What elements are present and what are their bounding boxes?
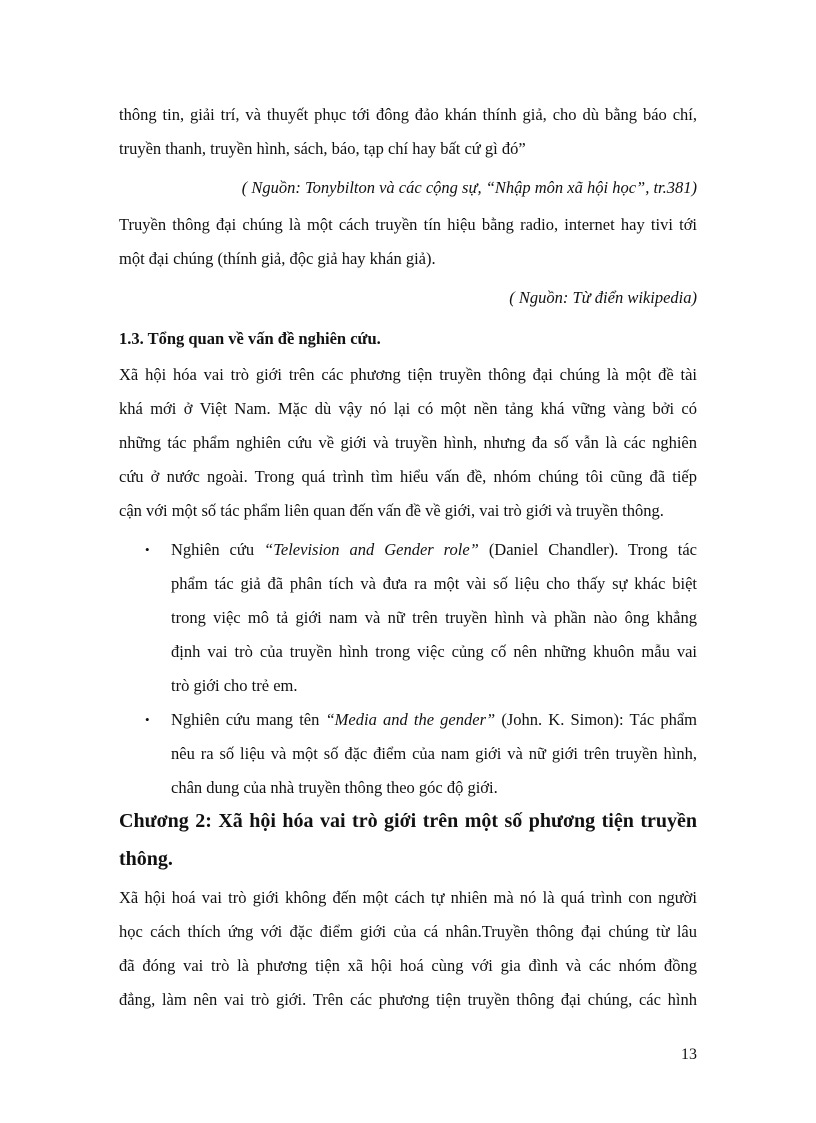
text-line: định vai trò của truyền hình trong việc củng cố nên những khuôn mẫu vai [171, 642, 697, 661]
text-line: Xã hội hóa vai trò giới trên các phương tiện truyền thông đại chúng là một đề tài [119, 365, 697, 384]
study-title: “Television and Gender role” [264, 540, 479, 559]
chapter-heading-line: thông. [119, 848, 173, 870]
bullet-icon: • [145, 542, 150, 557]
text-line: cứu ở nước ngoài. Trong quá trình tìm hiểu vấn đề, nhóm chúng tôi cũng đã tiếp [119, 467, 697, 486]
text-line: trò giới cho trẻ em. [171, 676, 298, 695]
text-line [171, 533, 697, 567]
text-line: nêu ra số liệu và một số đặc điểm của nam giới và nữ giới trên truyền hình, [171, 744, 697, 763]
page-number: 13 [681, 1046, 697, 1063]
chapter-heading-line: Chương 2: Xã hội hóa vai trò giới trên một số phương tiện truyền [119, 810, 697, 832]
text-line: phẩm tác giả đã phân tích và đưa ra một vài số liệu cho thấy sự khác biệt [171, 574, 697, 593]
text-span: (Daniel Chandler). Trong tác [478, 540, 697, 559]
text-line: thông tin, giải trí, và thuyết phục tới đông đảo khán thính giả, cho dù bằng báo chí, [119, 105, 697, 124]
list-item [171, 533, 697, 703]
text-line: trong việc mô tả giới nam và nữ trên truyền hình và phần nào ông khẳng [171, 608, 697, 627]
text-line: đẳng, làm nên vai trò giới. Trên các phương tiện truyền thông đại chúng, các hình [119, 990, 697, 1009]
text-span: Nghiên cứu mang tên [171, 710, 326, 729]
text-line: Xã hội hoá vai trò giới không đến một cách tự nhiên mà nó là quá trình con người [119, 888, 697, 907]
text-line: đã đóng vai trò là phương tiện xã hội hoá cùng với gia đình và các nhóm đồng [119, 956, 697, 975]
text-line: khá mới ở Việt Nam. Mặc dù vậy nó lại có một nền tảng khá vững vàng bởi có [119, 399, 697, 418]
section-heading: 1.3. Tổng quan về vấn đề nghiên cứu. [119, 329, 381, 348]
paragraph-research-overview [119, 358, 697, 528]
bullet-icon: • [145, 712, 150, 727]
paragraph-mass-media-definition [119, 208, 697, 276]
text-line: một đại chúng (thính giả, độc giả hay khán giả). [119, 249, 436, 268]
text-line: học cách thích ứng với đặc điểm giới của cá nhân.Truyền thông đại chúng từ lâu [119, 922, 697, 941]
text-line: những tác phẩm nghiên cứu về giới và truyền hình, nhưng đa số vẫn là các nghiên [119, 433, 697, 452]
text-line: cận với một số tác phẩm liên quan đến vấn đề về giới, vai trò giới và truyền thông. [119, 501, 664, 520]
chapter-heading [119, 802, 697, 878]
text-line: Truyền thông đại chúng là một cách truyền tín hiệu bằng radio, internet hay tivi tới [119, 215, 697, 234]
text-span: Nghiên cứu [171, 540, 265, 559]
source-citation-1: ( Nguồn: Tonybilton và các cộng sự, “Nhập môn xã hội học”, tr.381) [241, 178, 697, 197]
text-line: chân dung của nhà truyền thông theo góc độ giới. [171, 778, 498, 797]
text-line: truyền thanh, truyền hình, sách, báo, tạp chí hay bất cứ gì đó” [119, 139, 526, 158]
source-citation-2: ( Nguồn: Từ điển wikipedia) [509, 288, 697, 307]
study-title: “Media and the gender” [325, 710, 496, 729]
list-item [171, 703, 697, 805]
text-span: (John. K. Simon): Tác phẩm [495, 710, 698, 729]
text-line [171, 703, 697, 737]
paragraph-gender-socialization [119, 881, 697, 1017]
paragraph-intro-continuation [119, 98, 697, 166]
